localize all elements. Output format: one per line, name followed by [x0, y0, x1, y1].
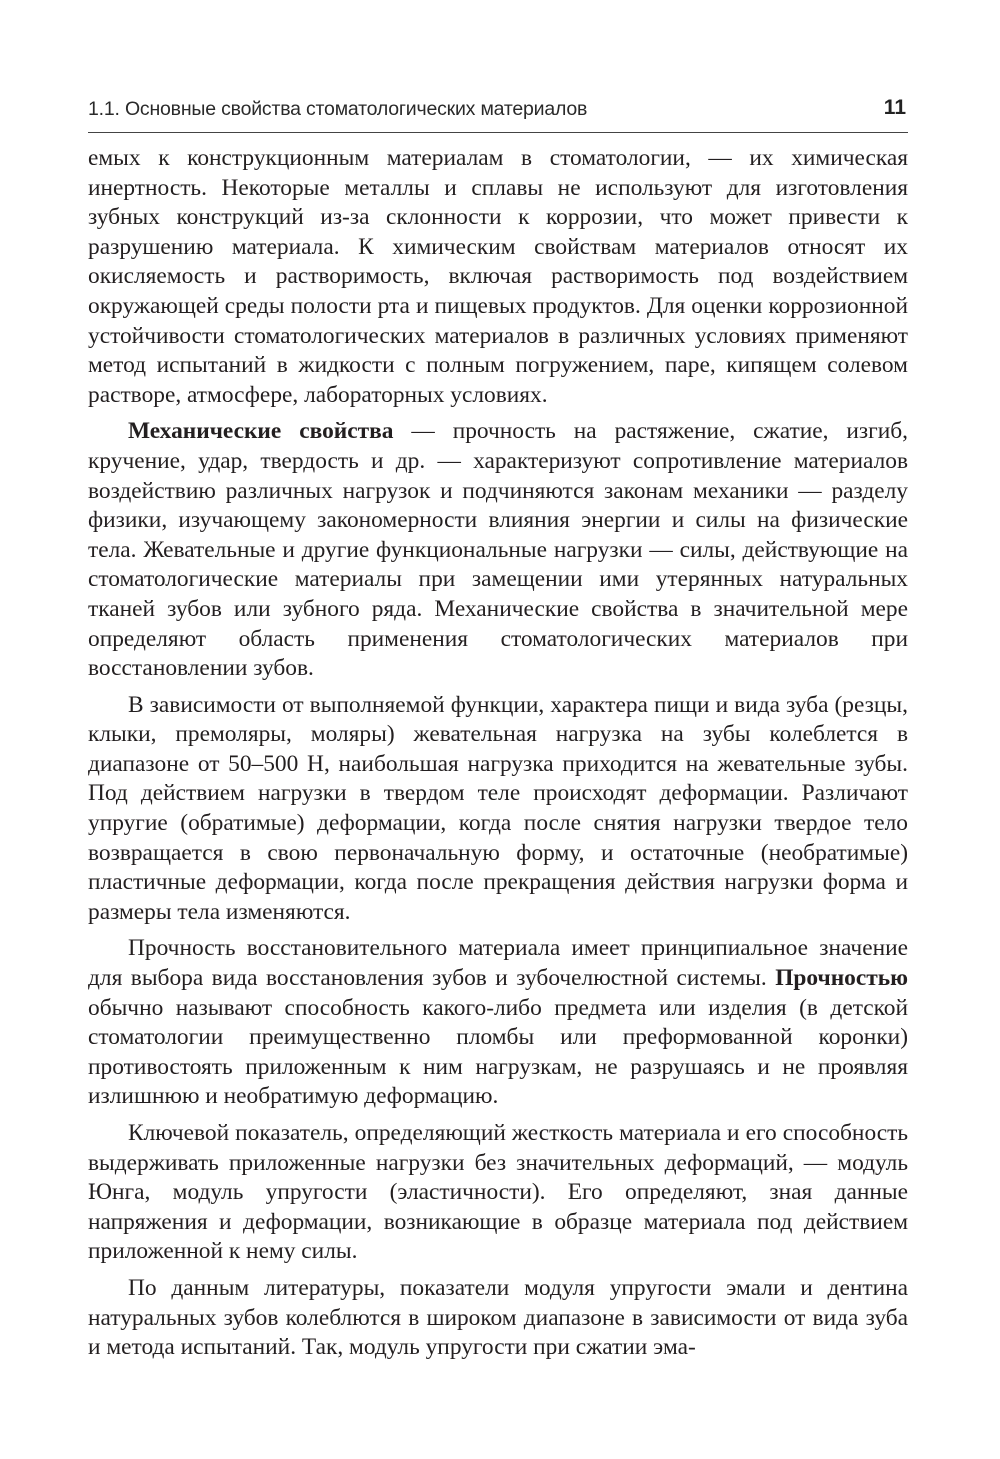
- body-text: [88, 144, 908, 1370]
- paragraph-3-text: В зависимости от выполняемой функции, характера пищи и вида зуба (резцы, клыки, премоляры, моляры) жевательная нагрузка на зубы колеблется в диапазоне от 50–500 Н, наибольшая нагрузка приходится на жевательные зубы. Под действием нагрузки в твердом теле происходят деформации. Различают упругие (обратимые) деформации, когда после снятия нагрузки твердое тело возвращается в свою первоначальную форму, и остаточные (необратимые) пластичные деформации, когда после прекращения действия нагрузки форма и размеры тела изменяются.: [88, 691, 908, 925]
- paragraph-2-text: — прочность на растяжение, сжатие, изгиб, кручение, удар, твердость и др. — характеризуют сопротивление материалов воздействию различных нагрузок и подчиняются законам механики — разделу физики, изучающему закономерности влияния энергии и силы на физические тела. Жевательные и другие функциональные нагрузки — силы, действующие на стоматологические материалы при замещении ими утерянных натуральных тканей зубов или зубного ряда. Механические свойства в значительной мере определяют область применения стоматологических материалов при восстановлении зубов.: [88, 418, 908, 682]
- paragraph-6: [88, 1274, 908, 1363]
- paragraph-1: [88, 144, 908, 410]
- page-number: 11: [883, 96, 906, 119]
- paragraph-4-before: Прочность восстановительного материала имеет принципиальное значение для выбора вида восстановления зубов и зубочелюстной системы.: [88, 935, 908, 992]
- paragraph-5: [88, 1119, 908, 1267]
- paragraph-2: [88, 417, 908, 683]
- running-title: 1.1. Основные свойства стоматологических материалов: [88, 98, 588, 120]
- running-header: [88, 96, 908, 133]
- term-mechanical-properties: Механические свойства: [128, 418, 394, 445]
- paragraph-1-text: емых к конструкционным материалам в стоматологии, — их химическая инертность. Некоторые металлы и сплавы не используют для изготовления зубных конструкций из-за склонности к коррозии, что может привести к разрушению материала. К химическим свойствам материалов относят их окисляемость и растворимость, включая растворимость под воздействием окружающей среды полости рта и пищевых продуктов. Для оценки коррозионной устойчивости стоматологических материалов в различных условиях применяют метод испытаний в жидкости с полным погружением, паре, кипящем солевом растворе, атмосфере, лабораторных условиях.: [88, 145, 908, 408]
- paragraph-4-text: обычно называют способность какого-либо предмета или изделия (в детской стоматологии преимущественно пломбы или преформованной коронки) противостоять приложенным к ним нагрузкам, не разрушаясь и не проявляя излишнюю и необратимую деформацию.: [88, 994, 908, 1110]
- term-strength: Прочностью: [775, 965, 908, 992]
- paragraph-3: [88, 691, 908, 928]
- paragraph-5-text: Ключевой показатель, определяющий жесткость материала и его способность выдерживать приложенные нагрузки без значительных деформаций, — модуль Юнга, модуль упругости (эластичности). Его определяют, зная данные напряжения и деформации, возникающие в образце материала под действием приложенной к нему силы.: [88, 1120, 908, 1265]
- paragraph-4: [88, 934, 908, 1112]
- paragraph-6-text: По данным литературы, показатели модуля упругости эмали и дентина натуральных зубов колеблются в широком диапазоне в зависимости от вида зуба и метода испытаний. Так, модуль упругости при сжатии эма-: [88, 1274, 908, 1361]
